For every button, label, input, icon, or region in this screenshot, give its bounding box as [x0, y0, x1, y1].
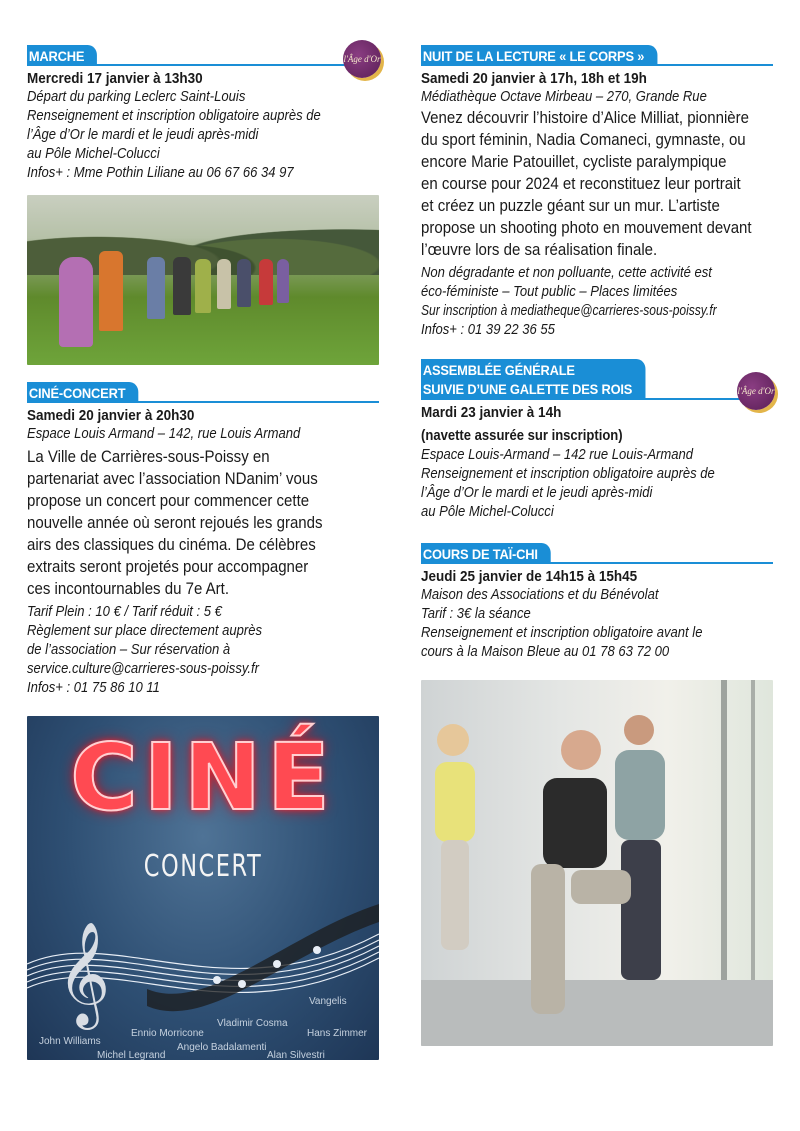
hiker-figure — [59, 257, 93, 347]
composer-name: Angelo Badalamenti — [177, 1042, 267, 1053]
body-line: en course pour 2024 et reconstituez leur portrait — [421, 175, 741, 193]
section-cine-concert — [27, 381, 379, 1060]
body-line: et créez un puzzle géant sur un mur. L’artiste — [421, 197, 720, 215]
detail-line: l’Âge d’Or le mardi et le jeudi après-midi — [421, 485, 653, 501]
composer-name: Michel Legrand — [97, 1050, 166, 1060]
body-line: airs des classiques du cinéma. De célèbres — [27, 536, 316, 554]
right-column — [421, 44, 773, 1046]
marche-details — [27, 88, 379, 183]
hiker-figure — [217, 259, 231, 309]
age-d-or-logo: l'Âge d'Or — [343, 40, 381, 78]
left-column — [27, 44, 379, 1060]
hiker-figure — [277, 259, 289, 303]
info-line: Sur inscription à mediatheque@carrieres-sous-poissy.fr — [421, 303, 717, 319]
detail-line: Tarif : 3€ la séance — [421, 606, 531, 622]
composer-name: Alan Silvestri — [267, 1050, 325, 1060]
hiker-figure — [99, 251, 123, 331]
body-line: ces incontournables du 7e Art. — [27, 580, 230, 598]
section-marche — [27, 44, 379, 365]
info-line: éco-féministe – Tout public – Places limitées — [421, 284, 678, 300]
tag-assemblee — [421, 359, 645, 400]
detail-line: Renseignement et inscription obligatoire auprès de — [421, 466, 715, 482]
body-line: encore Marie Patouillet, cycliste paralympique — [421, 153, 727, 171]
assemblee-note: (navette assurée sur inscription) — [421, 428, 623, 444]
svg-text:𝄞: 𝄞 — [57, 921, 111, 1026]
composer-name: Hans Zimmer — [307, 1028, 368, 1039]
body-line: nouvelle année où seront rejoués les grands — [27, 514, 323, 532]
body-line: partenariat avec l’association NDanim’ vous — [27, 470, 318, 488]
body-line: extraits seront projetés pour accompagner — [27, 558, 309, 576]
info-line: Tarif Plein : 10 € / Tarif réduit : 5 € — [27, 604, 222, 620]
composer-name: John Williams — [39, 1036, 101, 1047]
detail-line: Espace Louis-Armand – 142 rue Louis-Armand — [421, 447, 694, 463]
age-d-or-logo: l'Âge d'Or — [737, 372, 775, 410]
heading-bar-nuit — [421, 44, 773, 66]
info-line: Infos+ : 01 75 86 10 11 — [27, 680, 160, 696]
tag-cine-concert: CINÉ-CONCERT — [27, 382, 138, 403]
taichi-scene — [421, 680, 773, 1046]
detail-line: Départ du parking Leclerc Saint-Louis — [27, 89, 246, 105]
hiker-figure — [195, 259, 211, 313]
body-line: l’œuvre lors de sa réalisation finale. — [421, 241, 658, 259]
hiker-figure — [147, 257, 165, 319]
poster-subtitle: CONCERT — [143, 849, 263, 884]
detail-line: l’Âge d’Or le mardi et le jeudi après-midi — [27, 127, 259, 143]
detail-line: Infos+ : Mme Pothin Liliane au 06 67 66 34 97 — [27, 165, 294, 181]
detail-line: Maison des Associations et du Bénévolat — [421, 587, 659, 603]
cine-concert-poster — [27, 716, 379, 1060]
cine-location: Espace Louis Armand – 142, rue Louis Armand — [27, 426, 301, 442]
tag-assemblee-line1: ASSEMBLÉE GÉNÉRALE — [422, 362, 575, 378]
section-taichi — [421, 542, 773, 1046]
cine-body — [27, 446, 379, 600]
nuit-location: Médiathèque Octave Mirbeau – 270, Grande Rue — [421, 89, 707, 105]
heading-bar-cine — [27, 381, 379, 403]
info-line: Non dégradante et non polluante, cette activité est — [421, 265, 712, 281]
detail-line: au Pôle Michel-Colucci — [421, 504, 554, 520]
composer-name: Ennio Morricone — [131, 1028, 204, 1039]
heading-bar-marche — [27, 44, 379, 66]
info-line: Infos+ : 01 39 22 36 55 — [421, 322, 555, 338]
taichi-details — [421, 586, 773, 662]
hiker-figure — [259, 259, 273, 305]
body-line: La Ville de Carrières-sous-Poissy en — [27, 448, 270, 466]
cine-date: Samedi 20 janvier à 20h30 — [27, 407, 195, 424]
section-assemblee — [421, 360, 773, 522]
heading-bar-taichi — [421, 542, 773, 564]
body-line: du sport féminin, Nadia Comaneci, gymnaste, ou — [421, 131, 746, 149]
tag-assemblee-line2: SUIVIE D’UNE GALETTE DES ROIS — [422, 381, 633, 397]
composer-name: Vladimir Cosma — [217, 1018, 288, 1029]
cine-info — [27, 603, 379, 698]
taichi-date: Jeudi 25 janvier de 14h15 à 15h45 — [421, 568, 638, 585]
tag-nuit-lecture: NUIT DE LA LECTURE « LE CORPS » — [421, 45, 657, 66]
nuit-body — [421, 107, 773, 261]
assemblee-details — [421, 446, 773, 522]
poster-title: CINÉ — [70, 724, 336, 831]
taichi-photo — [421, 680, 773, 1046]
body-line: propose un shooting photo en mouvement devant — [421, 219, 752, 237]
detail-line: Renseignement et inscription obligatoire avant le — [421, 625, 703, 641]
tag-taichi: COURS DE TAÏ-CHI — [421, 543, 551, 564]
body-line: propose un concert pour commencer cette — [27, 492, 310, 510]
info-line: de l’association – Sur réservation à — [27, 642, 231, 658]
hiker-figure — [173, 257, 191, 315]
hiker-figure — [237, 259, 251, 307]
detail-line: Renseignement et inscription obligatoire auprès de — [27, 108, 321, 124]
music-staff-graphic — [27, 894, 379, 1044]
info-line: Règlement sur place directement auprès — [27, 623, 263, 639]
marche-date: Mercredi 17 janvier à 13h30 — [27, 70, 203, 87]
nuit-info — [421, 264, 773, 340]
info-line: service.culture@carrieres-sous-poissy.fr — [27, 661, 260, 677]
assemblee-date: Mardi 23 janvier à 14h — [421, 404, 562, 421]
composer-name: Vangelis — [309, 996, 347, 1007]
detail-line: cours à la Maison Bleue au 01 78 63 72 00 — [421, 644, 670, 660]
body-line: Venez découvrir l’histoire d’Alice Milliat, pionnière — [421, 109, 749, 127]
heading-bar-assemblee — [421, 360, 773, 400]
section-nuit-lecture — [421, 44, 773, 340]
hiking-photo — [27, 195, 379, 365]
detail-line: au Pôle Michel-Colucci — [27, 146, 160, 162]
nuit-date: Samedi 20 janvier à 17h, 18h et 19h — [421, 70, 647, 87]
tag-marche: MARCHE — [27, 45, 97, 66]
